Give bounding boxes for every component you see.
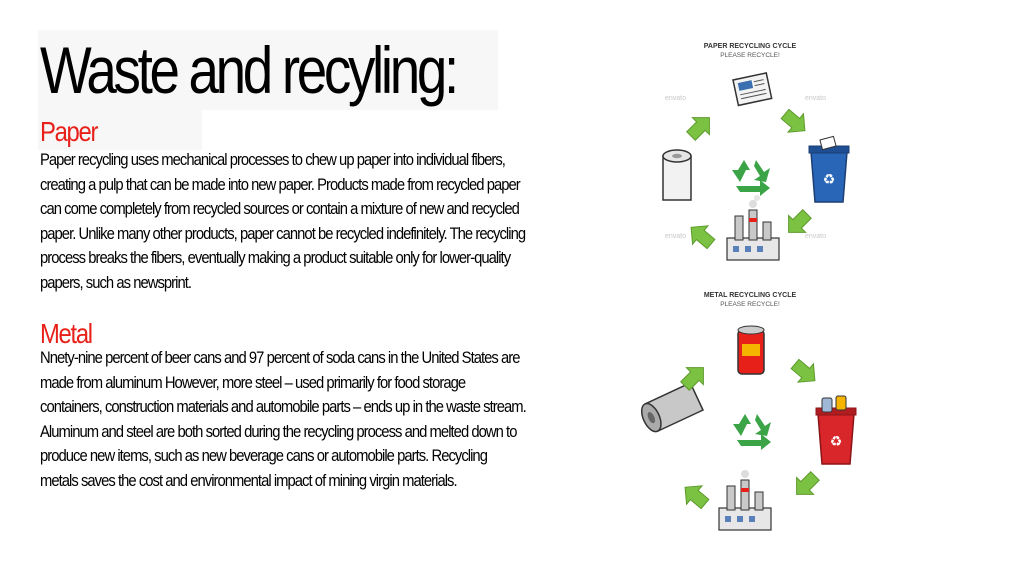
metal-heading: Metal	[40, 318, 92, 349]
paper-cycle-title: PAPER RECYCLING CYCLE	[703, 43, 797, 50]
arrow-icon	[788, 468, 823, 503]
factory-icon	[719, 470, 771, 530]
factory-icon	[727, 195, 779, 260]
watermark-text: envato	[805, 233, 827, 240]
blue-recycle-bin-icon	[809, 136, 849, 202]
watermark-text: envato	[805, 95, 827, 102]
svg-text:♻: ♻	[829, 433, 843, 449]
metal-cycle-subtitle: PLEASE RECYCLE!	[720, 301, 780, 308]
watermark-text: envato	[665, 95, 687, 102]
recycle-symbol-icon	[733, 414, 771, 450]
metal-cycle-title: METAL RECYCLING CYCLE	[703, 292, 797, 299]
slide-title: Waste and recyling:	[40, 33, 456, 107]
paper-cycle-subtitle: PLEASE RECYCLE!	[720, 52, 780, 59]
arrow-icon	[683, 218, 718, 253]
paper-paragraph: Paper recycling uses mechanical processes to chew up paper into individual fibers, creating a pulp that can be made into new paper. Products made from recycled paper can come completely from recycled sources or contain a mixture of new and recycled paper. Unlike many other products, paper cannot be recycled indefinitely. The recycling process breaks the fibers, eventually making a product suitable only for lower-quality papers, such as newsprint.	[40, 150, 526, 292]
metal-paragraph: Nnety-nine percent of beer cans and 97 percent of soda cans in the United States are made from aluminum However, more steel – used primarily for food storage containers, construction materials and automobile parts – ends up in the waste stream. Aluminum and steel are both sorted during the recycling process and melted down to produce new items, such as new beverage cans or automobile parts. Recycling metals saves the cost and environmental impact of mining virgin materials.	[40, 348, 526, 490]
recycling-cycles-diagram	[615, 28, 885, 558]
arrow-icon	[677, 478, 712, 513]
soda-can-icon	[738, 326, 764, 374]
arrow-icon	[787, 355, 822, 390]
metal-sheet-roll-icon	[638, 383, 703, 435]
paper-roll-icon	[663, 150, 691, 200]
watermark-text: envato	[665, 233, 687, 240]
newspaper-icon	[733, 73, 772, 106]
arrow-icon	[777, 105, 812, 140]
arrow-icon	[683, 109, 718, 144]
svg-text:♻: ♻	[822, 171, 836, 187]
paper-heading: Paper	[40, 116, 98, 147]
red-recycle-bin-icon	[816, 396, 856, 464]
recycle-symbol-icon	[732, 160, 770, 196]
